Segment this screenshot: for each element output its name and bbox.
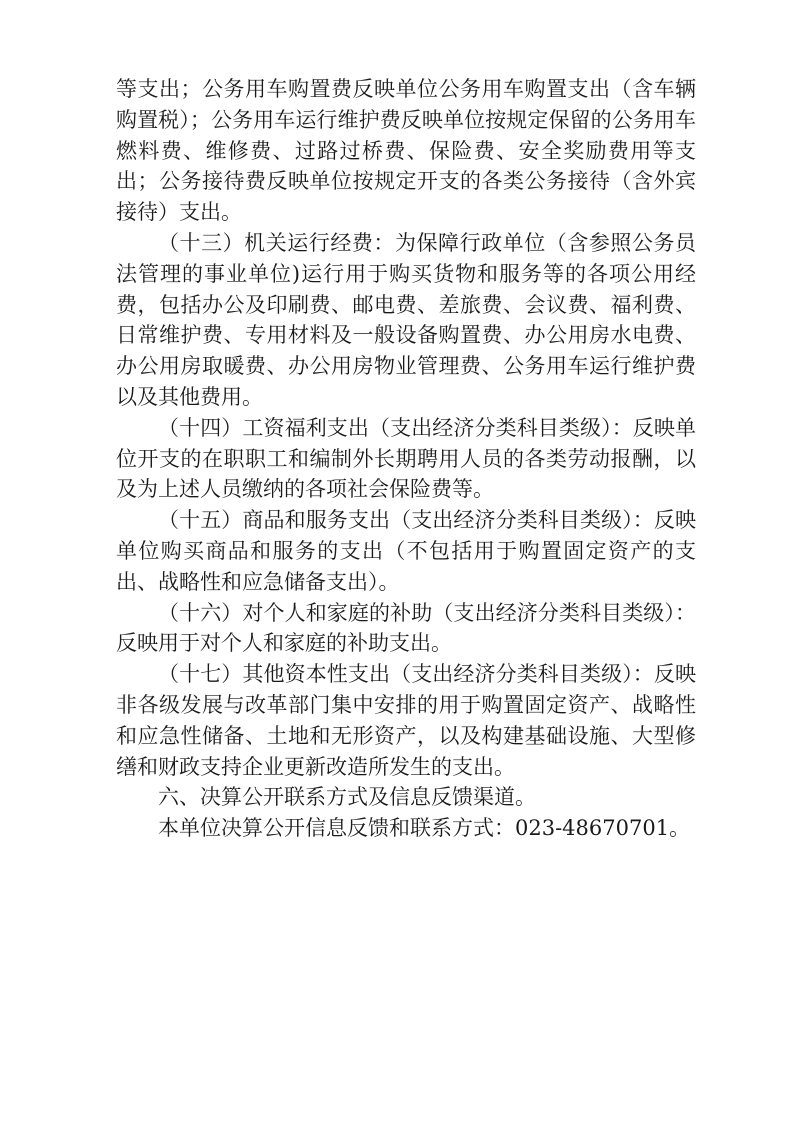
- paragraph-13-office-operating-expenses: （十三）机关运行经费：为保障行政单位（含参照公务员法管理的事业单位)运行用于购买货物和服务等的各项公用经费，包括办公及印刷费、邮电费、差旅费、会议费、福利费、日常维护费、专用材料及一般设备购置费、办公用房水电费、办公用房取暖费、办公用房物业管理费、公务用车运行维护费以及其他费用。: [116, 230, 696, 409]
- paragraph-16-subsidies: （十六）对个人和家庭的补助（支出经济分类科目类级）：反映用于对个人和家庭的补助支出。: [116, 600, 696, 656]
- paragraph-continuation: 等支出；公务用车购置费反映单位公务用车购置支出（含车辆购置税）；公务用车运行维护费反映单位按规定保留的公务用车燃料费、维修费、过路过桥费、保险费、安全奖励费用等支出；公务接待费反映单位按规定开支的各类公务接待（含外宾接待）支出。: [116, 77, 696, 225]
- section-6-heading: 六、决算公开联系方式及信息反馈渠道。: [158, 785, 536, 810]
- document-body: [116, 74, 696, 844]
- contact-info: 本单位决算公开信息反馈和联系方式：023-48670701。: [158, 816, 691, 841]
- paragraph-15-goods-services: （十五）商品和服务支出（支出经济分类科目类级）：反映单位购买商品和服务的支出（不包括用于购置固定资产的支出、战略性和应急储备支出）。: [116, 508, 696, 594]
- paragraph-17-other-capital: （十七）其他资本性支出（支出经济分类科目类级）：反映非各级发展与改革部门集中安排的用于购置固定资产、战略性和应急性储备、土地和无形资产，以及构建基础设施、大型修缮和财政支持企业更新改造所发生的支出。: [116, 662, 696, 779]
- paragraph-14-wages-welfare: （十四）工资福利支出（支出经济分类科目类级）：反映单位开支的在职职工和编制外长期聘用人员的各类劳动报酬，以及为上述人员缴纳的各项社会保险费等。: [116, 415, 696, 502]
